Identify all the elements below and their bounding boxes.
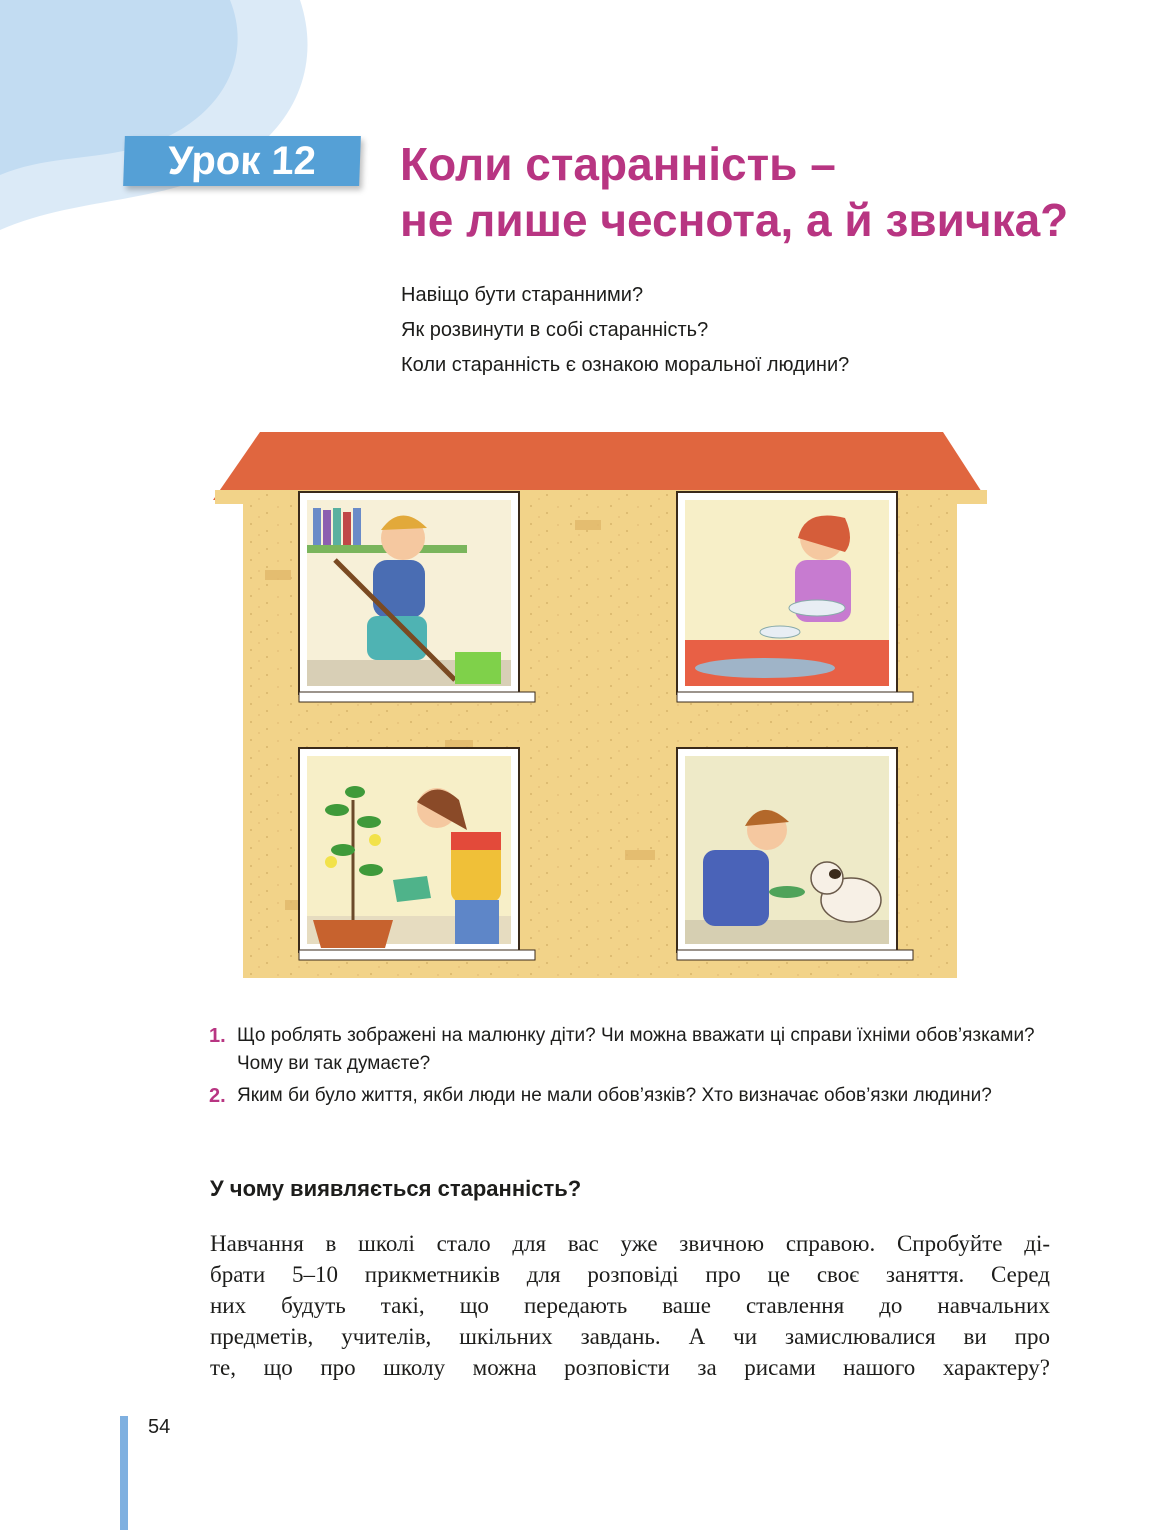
task-item: [209, 1022, 1069, 1078]
lesson-title: [400, 136, 1120, 248]
tasks-list: [209, 1022, 1069, 1114]
decorative-corner-blob: [0, 0, 320, 240]
paragraph-line: те, що про школу можна розповісти за рисами нашого характеру?: [210, 1355, 1050, 1380]
section-heading: У чому виявляється старанність?: [210, 1176, 582, 1201]
paragraph-line: предметів, учителів, шкільних завдань. А чи замислювалися ви про: [210, 1324, 1050, 1349]
page-number: 54: [148, 1416, 171, 1438]
window-top-left: [299, 492, 535, 702]
task-item: [209, 1082, 1069, 1110]
window-bottom-left: [299, 748, 535, 960]
page-margin-bar: [120, 1416, 128, 1530]
paragraph-line: брати 5–10 прикметників для розповіді про це своє заняття. Серед: [210, 1262, 1050, 1287]
task-number: 2.: [209, 1085, 226, 1107]
lesson-title-line-2: не лише чеснота, а й звичка?: [400, 194, 1069, 246]
intro-question: Коли старанність є ознакою моральної людини?: [401, 354, 850, 376]
house-illustration: [205, 430, 995, 980]
task-number: 1.: [209, 1025, 226, 1047]
body-paragraph: [210, 1228, 1050, 1383]
intro-question: Навіщо бути старанними?: [401, 284, 644, 306]
window-bottom-right: [677, 748, 913, 960]
task-text: Що роблять зображені на малюнку діти? Чи можна вважати ці справи їхніми обов’язками? Чому ви так думаєте?: [237, 1025, 1035, 1074]
window-top-right: [677, 492, 913, 702]
intro-questions: [401, 278, 849, 383]
paragraph-line: них будуть такі, що передають ваше ставлення до навчальних: [210, 1293, 1050, 1318]
paragraph-line: Навчання в школі стало для вас уже звичною справою. Спробуйте ді-: [210, 1231, 1050, 1256]
roof: [213, 432, 987, 500]
lesson-title-line-1: Коли старанність –: [400, 138, 836, 190]
lesson-badge: Урок 12: [123, 136, 361, 186]
intro-question: Як розвинути в собі старанність?: [401, 319, 709, 341]
task-text: Яким би було життя, якби люди не мали обов’язків? Хто визначає обов’язки людини?: [237, 1085, 992, 1106]
